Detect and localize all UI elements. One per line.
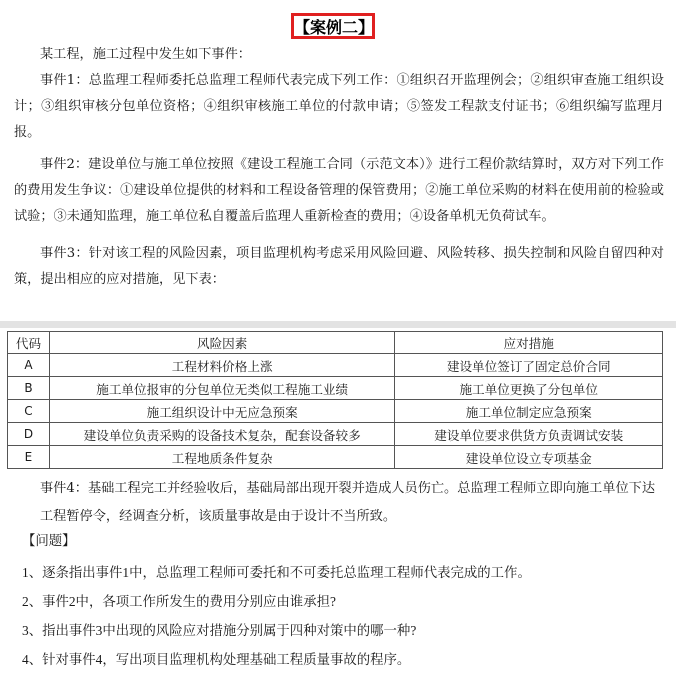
row-measure: 施工单位更换了分包单位 bbox=[395, 377, 663, 400]
event-1-paragraph: 事件1：总监理工程师委托总监理工程师代表完成下列工作：①组织召开监理例会；②组织审查施工组织设计；③组织审核分包单位资格；④组织审核施工单位的付款申请；⑤签发工程款支付证书；⑥组织编写监理月报。 bbox=[14, 73, 664, 140]
event-3-paragraph: 事件3：针对该工程的风险因素，项目监理机构考虑采用风险回避、风险转移、损失控制和风险自留四种对策，提出相应的应对措施，见下表： bbox=[14, 246, 664, 287]
case-title: 【案例二】 bbox=[291, 13, 375, 39]
row-measure: 建设单位设立专项基金 bbox=[395, 446, 663, 469]
table-row bbox=[8, 377, 663, 400]
row-measure: 建设单位要求供货方负责调试安装 bbox=[395, 423, 663, 446]
row-risk-factor: 工程材料价格上涨 bbox=[49, 354, 394, 377]
table-row bbox=[8, 400, 663, 423]
row-risk-factor: 建设单位负责采购的设备技术复杂，配套设备较多 bbox=[49, 423, 394, 446]
header-code: 代码 bbox=[8, 332, 50, 354]
row-risk-factor: 施工组织设计中无应急预案 bbox=[49, 400, 394, 423]
row-code: A bbox=[8, 354, 50, 377]
table-row bbox=[8, 446, 663, 469]
table-header-row bbox=[8, 332, 663, 354]
table-row bbox=[8, 423, 663, 446]
header-measure: 应对措施 bbox=[395, 332, 663, 354]
row-risk-factor: 工程地质条件复杂 bbox=[49, 446, 394, 469]
questions-heading: 【问题】 bbox=[22, 534, 76, 549]
question-3: 3、指出事件3中出现的风险应对措施分别属于四种对策中的哪一种? bbox=[22, 623, 417, 638]
question-1: 1、逐条指出事件1中，总监理工程师可委托和不可委托总监理工程师代表完成的工作。 bbox=[22, 565, 531, 580]
row-code: C bbox=[8, 400, 50, 423]
row-measure: 施工单位制定应急预案 bbox=[395, 400, 663, 423]
question-4: 4、针对事件4，写出项目监理机构处理基础工程质量事故的程序。 bbox=[22, 652, 411, 667]
table-row bbox=[8, 354, 663, 377]
header-risk-factor: 风险因素 bbox=[49, 332, 394, 354]
page-divider bbox=[0, 321, 676, 328]
intro-paragraph: 某工程，施工过程中发生如下事件： bbox=[40, 47, 251, 62]
row-code: B bbox=[8, 377, 50, 400]
row-risk-factor: 施工单位报审的分包单位无类似工程施工业绩 bbox=[49, 377, 394, 400]
question-2: 2、事件2中，各项工作所发生的费用分别应由谁承担? bbox=[22, 594, 336, 609]
event-4-paragraph: 事件4：基础工程完工并经验收后，基础局部出现开裂并造成人员伤亡。总监理工程师立即向施工单位下达工程暂停令，经调查分析，该质量事故是由于设计不当所致。 bbox=[40, 481, 656, 524]
row-measure: 建设单位签订了固定总价合同 bbox=[395, 354, 663, 377]
row-code: E bbox=[8, 446, 50, 469]
event-2-paragraph: 事件2：建设单位与施工单位按照《建设工程施工合同（示范文本）》进行工程价款结算时，双方对下列工作的费用发生争议：①建设单位提供的材料和工程设备管理的保管费用；②施工单位采购的材料在使用前的检验或试验；③未通知监理，施工单位私自覆盖后监理人重新检查的费用；④设备单机无负荷试车。 bbox=[14, 157, 664, 224]
row-code: D bbox=[8, 423, 50, 446]
risk-table bbox=[7, 331, 663, 469]
